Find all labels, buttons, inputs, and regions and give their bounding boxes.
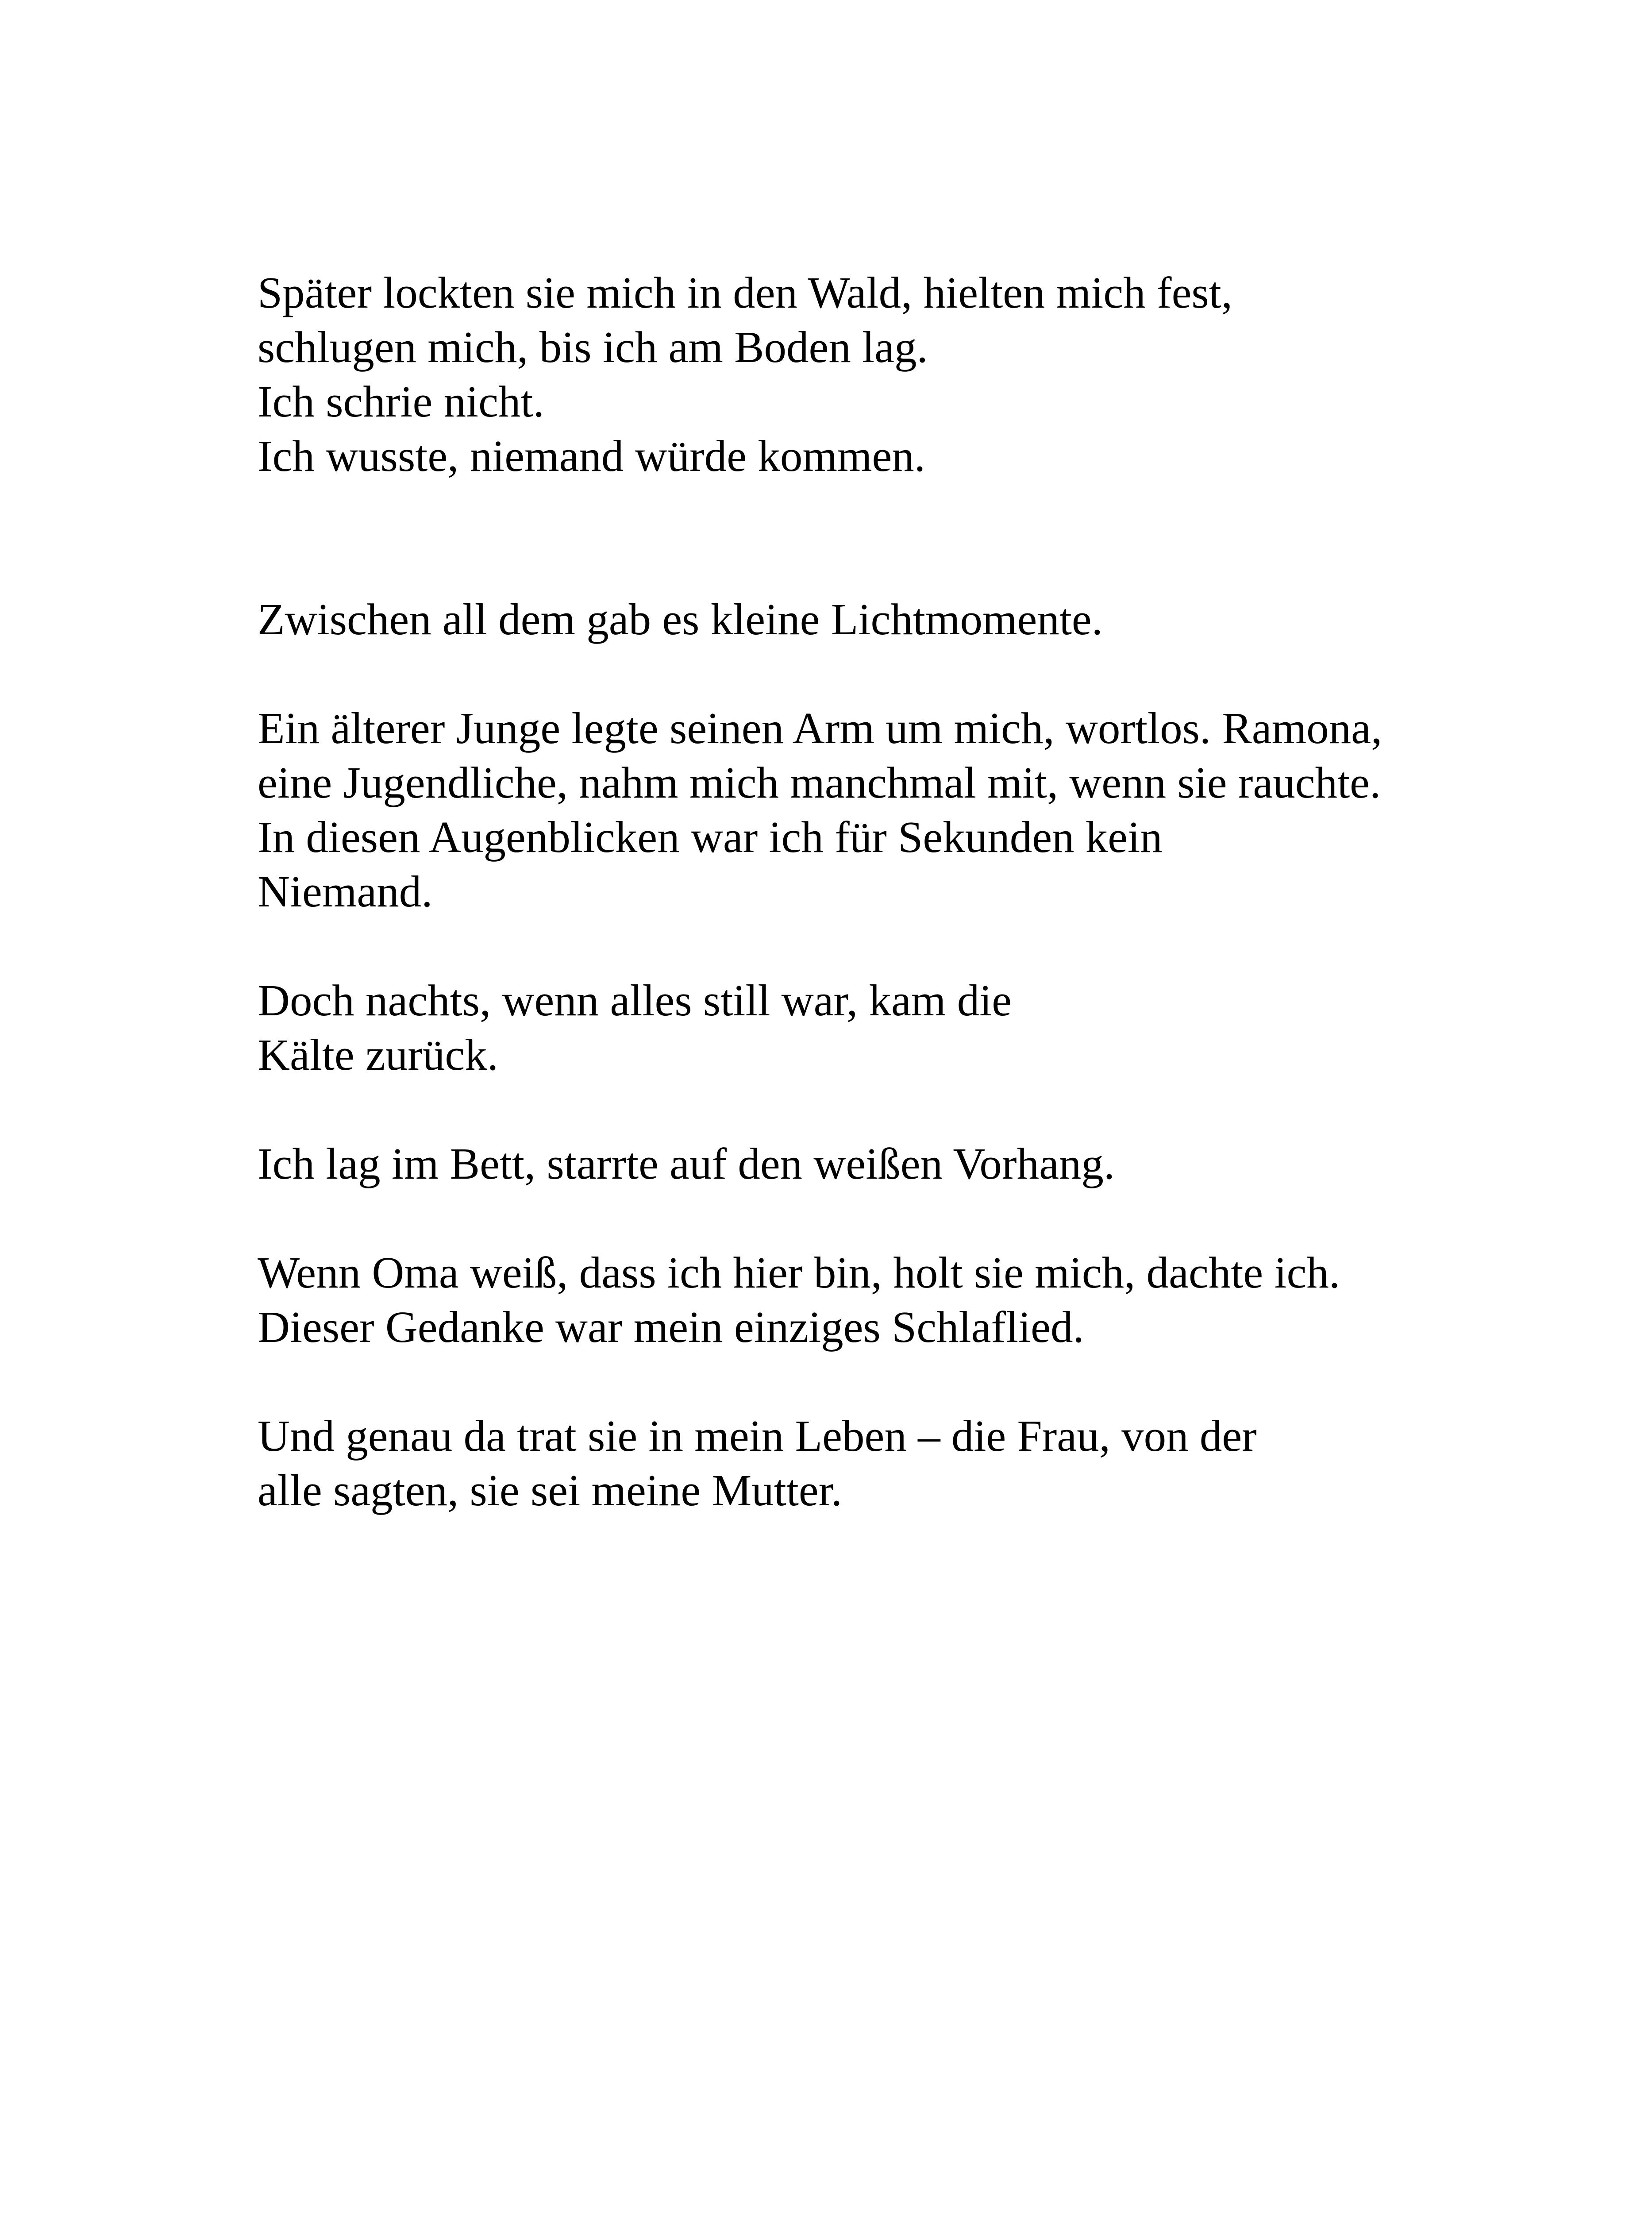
paragraph [258,1245,1430,1354]
text-line: Zwischen all dem gab es kleine Lichtmomente. [258,594,1103,644]
text-line: Niemand. [258,867,433,916]
paragraph [258,701,1430,919]
paragraph [258,592,1430,647]
text-line: Ich lag im Bett, starrte auf den weißen Vorhang. [258,1139,1115,1188]
paragraph [258,1137,1430,1191]
text-line: Kälte zurück. [258,1030,499,1080]
text-line: Doch nachts, wenn alles still war, kam die [258,975,1012,1025]
paragraph [258,973,1430,1082]
text-line: Ein älterer Junge legte seinen Arm um mich, wortlos. Ramona, [258,703,1382,753]
text-line: schlugen mich, bis ich am Boden lag. [258,322,928,372]
text-line: alle sagten, sie sei meine Mutter. [258,1465,843,1515]
body-text [258,266,1430,1518]
text-line: Später lockten sie mich in den Wald, hielten mich fest, [258,268,1233,317]
paragraph [258,266,1430,483]
text-line: Ich schrie nicht. [258,377,544,426]
text-line: Wenn Oma weiß, dass ich hier bin, holt sie mich, dachte ich. [258,1248,1340,1297]
text-line: eine Jugendliche, nahm mich manchmal mit, wenn sie rauchte. [258,758,1381,807]
text-line: In diesen Augenblicken war ich für Sekunden kein [258,812,1163,862]
text-line: Dieser Gedanke war mein einziges Schlaflied. [258,1302,1084,1352]
text-line: Und genau da trat sie in mein Leben – die Frau, von der [258,1411,1257,1461]
paragraph [258,1409,1430,1518]
text-line: Ich wusste, niemand würde kommen. [258,431,926,481]
